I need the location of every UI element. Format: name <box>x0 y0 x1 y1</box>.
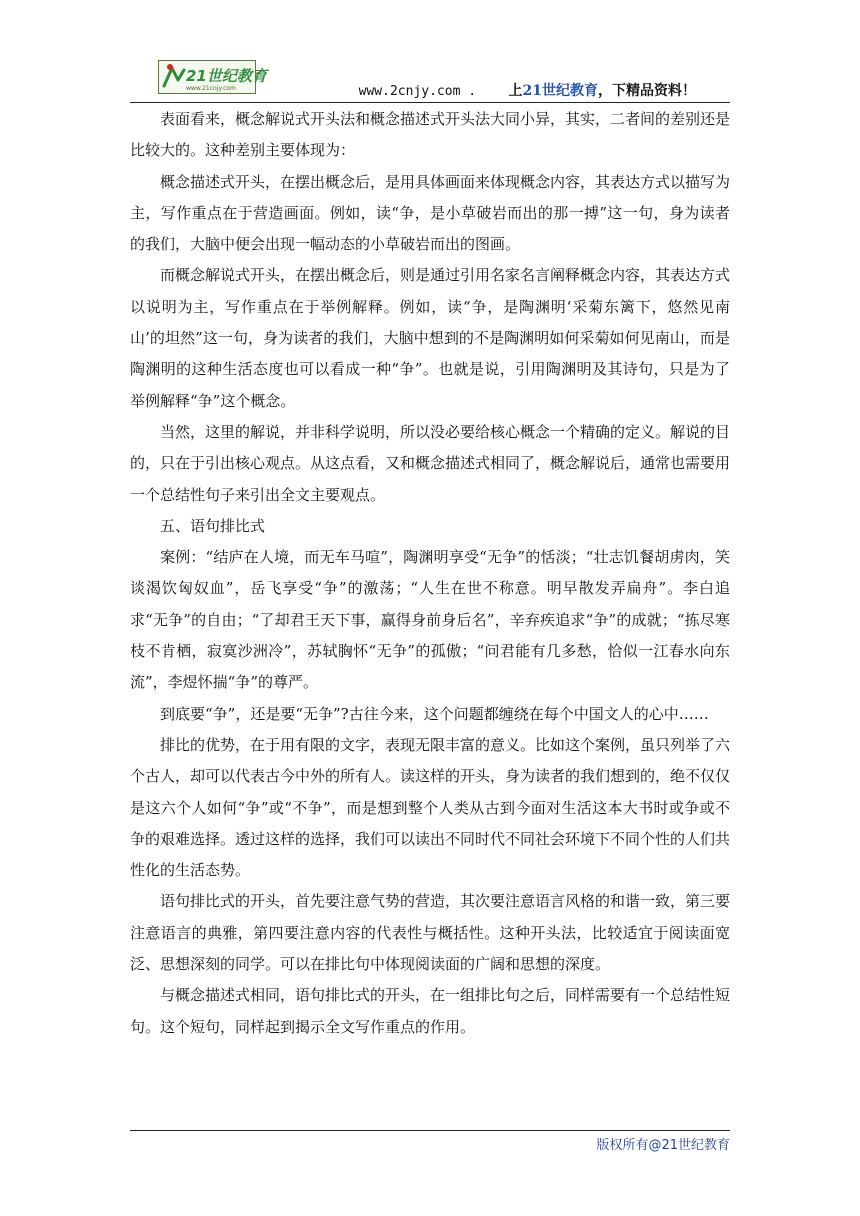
article-body <box>130 104 730 1043</box>
paragraph: 表面看来，概念解说式开头法和概念描述式开头法大同小异，其实，二者间的差别还是比较大的。这种差别主要体现为： <box>130 110 731 160</box>
section-heading: 五、语句排比式 <box>160 516 266 535</box>
paragraph: 排比的优势，在于用有限的文字，表现无限丰富的意义。比如这个案例，虽只列举了六个古人，却可以代表古今中外的所有人。读这样的开头，身为读者的我们想到的，绝不仅仅是这六个人如何“争”或“不争”，而是想到整个人类从古到今面对生活这本大书时或争或不争的艰难选择。透过这样的选择，我们可以读出不同时代不同社会环境下不同个性的人们共性化的生活态势。 <box>130 735 731 880</box>
logo-text: 21世纪教育 <box>186 67 267 85</box>
paragraph: 案例：“结庐在人境，而无车马喧”，陶渊明享受“无争”的恬淡；“壮志饥餐胡虏肉，笑谈渴饮匈奴血”，岳飞享受“争”的激荡；“人生在世不称意。明早散发弄扁舟”。李白追求“无争”的自由；“了却君王天下事，赢得身前身后名”，辛弃疾追求“争”的成就；“拣尽寒枝不肯栖，寂寞沙洲冷”，苏轼胸怀“无争”的孤傲；“问君能有几多愁，恰似一江春水向东流”，李煜怀揣“争”的尊严。 <box>130 548 730 692</box>
paragraph: 概念描述式开头，在摆出概念后，是用具体画面来体现概念内容，其表达方式以描写为主，写作重点在于营造画面。例如，读“争，是小草破岩而出的那一搏”这一句，身为读者的我们，大脑中便会出现一幅动态的小草破岩而出的图画。 <box>130 172 731 254</box>
paragraph: 当然，这里的解说，并非科学说明，所以没必要给核心概念一个精确的定义。解说的目的，只在于引出核心观点。从这点看，又和概念描述式相同了，概念解说后，通常也需要用一个总结性句子来引出全文主要观点。 <box>130 422 731 504</box>
footer-divider <box>130 1130 730 1131</box>
footer-copyright: 版权所有@21世纪教育 <box>596 1138 730 1153</box>
page-header <box>130 52 730 103</box>
header-slogan <box>509 83 696 99</box>
paragraph: 而概念解说式开头，在摆出概念后，则是通过引用名家名言阐释概念内容，其表达方式以说明为主，写作重点在于举例解释。例如，读“争，是陶渊明‘采菊东篱下，悠然见南山’的坦然”这一句，身为读者的我们，大脑中想到的不是陶渊明如何采菊如何见南山，而是陶渊明的这种生活态度也可以看成一种“争”。也就是说，引用陶渊明及其诗句，只是为了举例解释“争”这个概念。 <box>130 266 731 410</box>
logo-subtext: www.21cnjy.com <box>186 85 236 92</box>
header-text <box>359 80 696 100</box>
slogan-accent: 21世纪教育 <box>522 83 598 99</box>
slogan-prefix: 上 <box>508 83 523 99</box>
slogan-suffix: ，下精品资料！ <box>598 83 696 99</box>
site-url[interactable]: www.2cnjy.com . <box>358 84 477 99</box>
paragraph: 语句排比式的开头，首先要注意气势的营造，其次要注意语言风格的和谐一致，第三要注意语言的典雅，第四要注意内容的代表性与概括性。这种开头法，比较适宜于阅读面宽泛、思想深刻的同学。可以在排比句中体现阅读面的广阔和思想的深度。 <box>130 892 731 974</box>
paragraph: 到底要“争”，还是要“无争”?古往今来，这个问题都缠绕在每个中国文人的心中…… <box>160 704 709 723</box>
paragraph: 与概念描述式相同，语句排比式的开头，在一组排比句之后，同样需要有一个总结性短句。这个短句，同样起到揭示全文写作重点的作用。 <box>130 986 731 1036</box>
logo-21cnjy-icon <box>158 60 267 94</box>
